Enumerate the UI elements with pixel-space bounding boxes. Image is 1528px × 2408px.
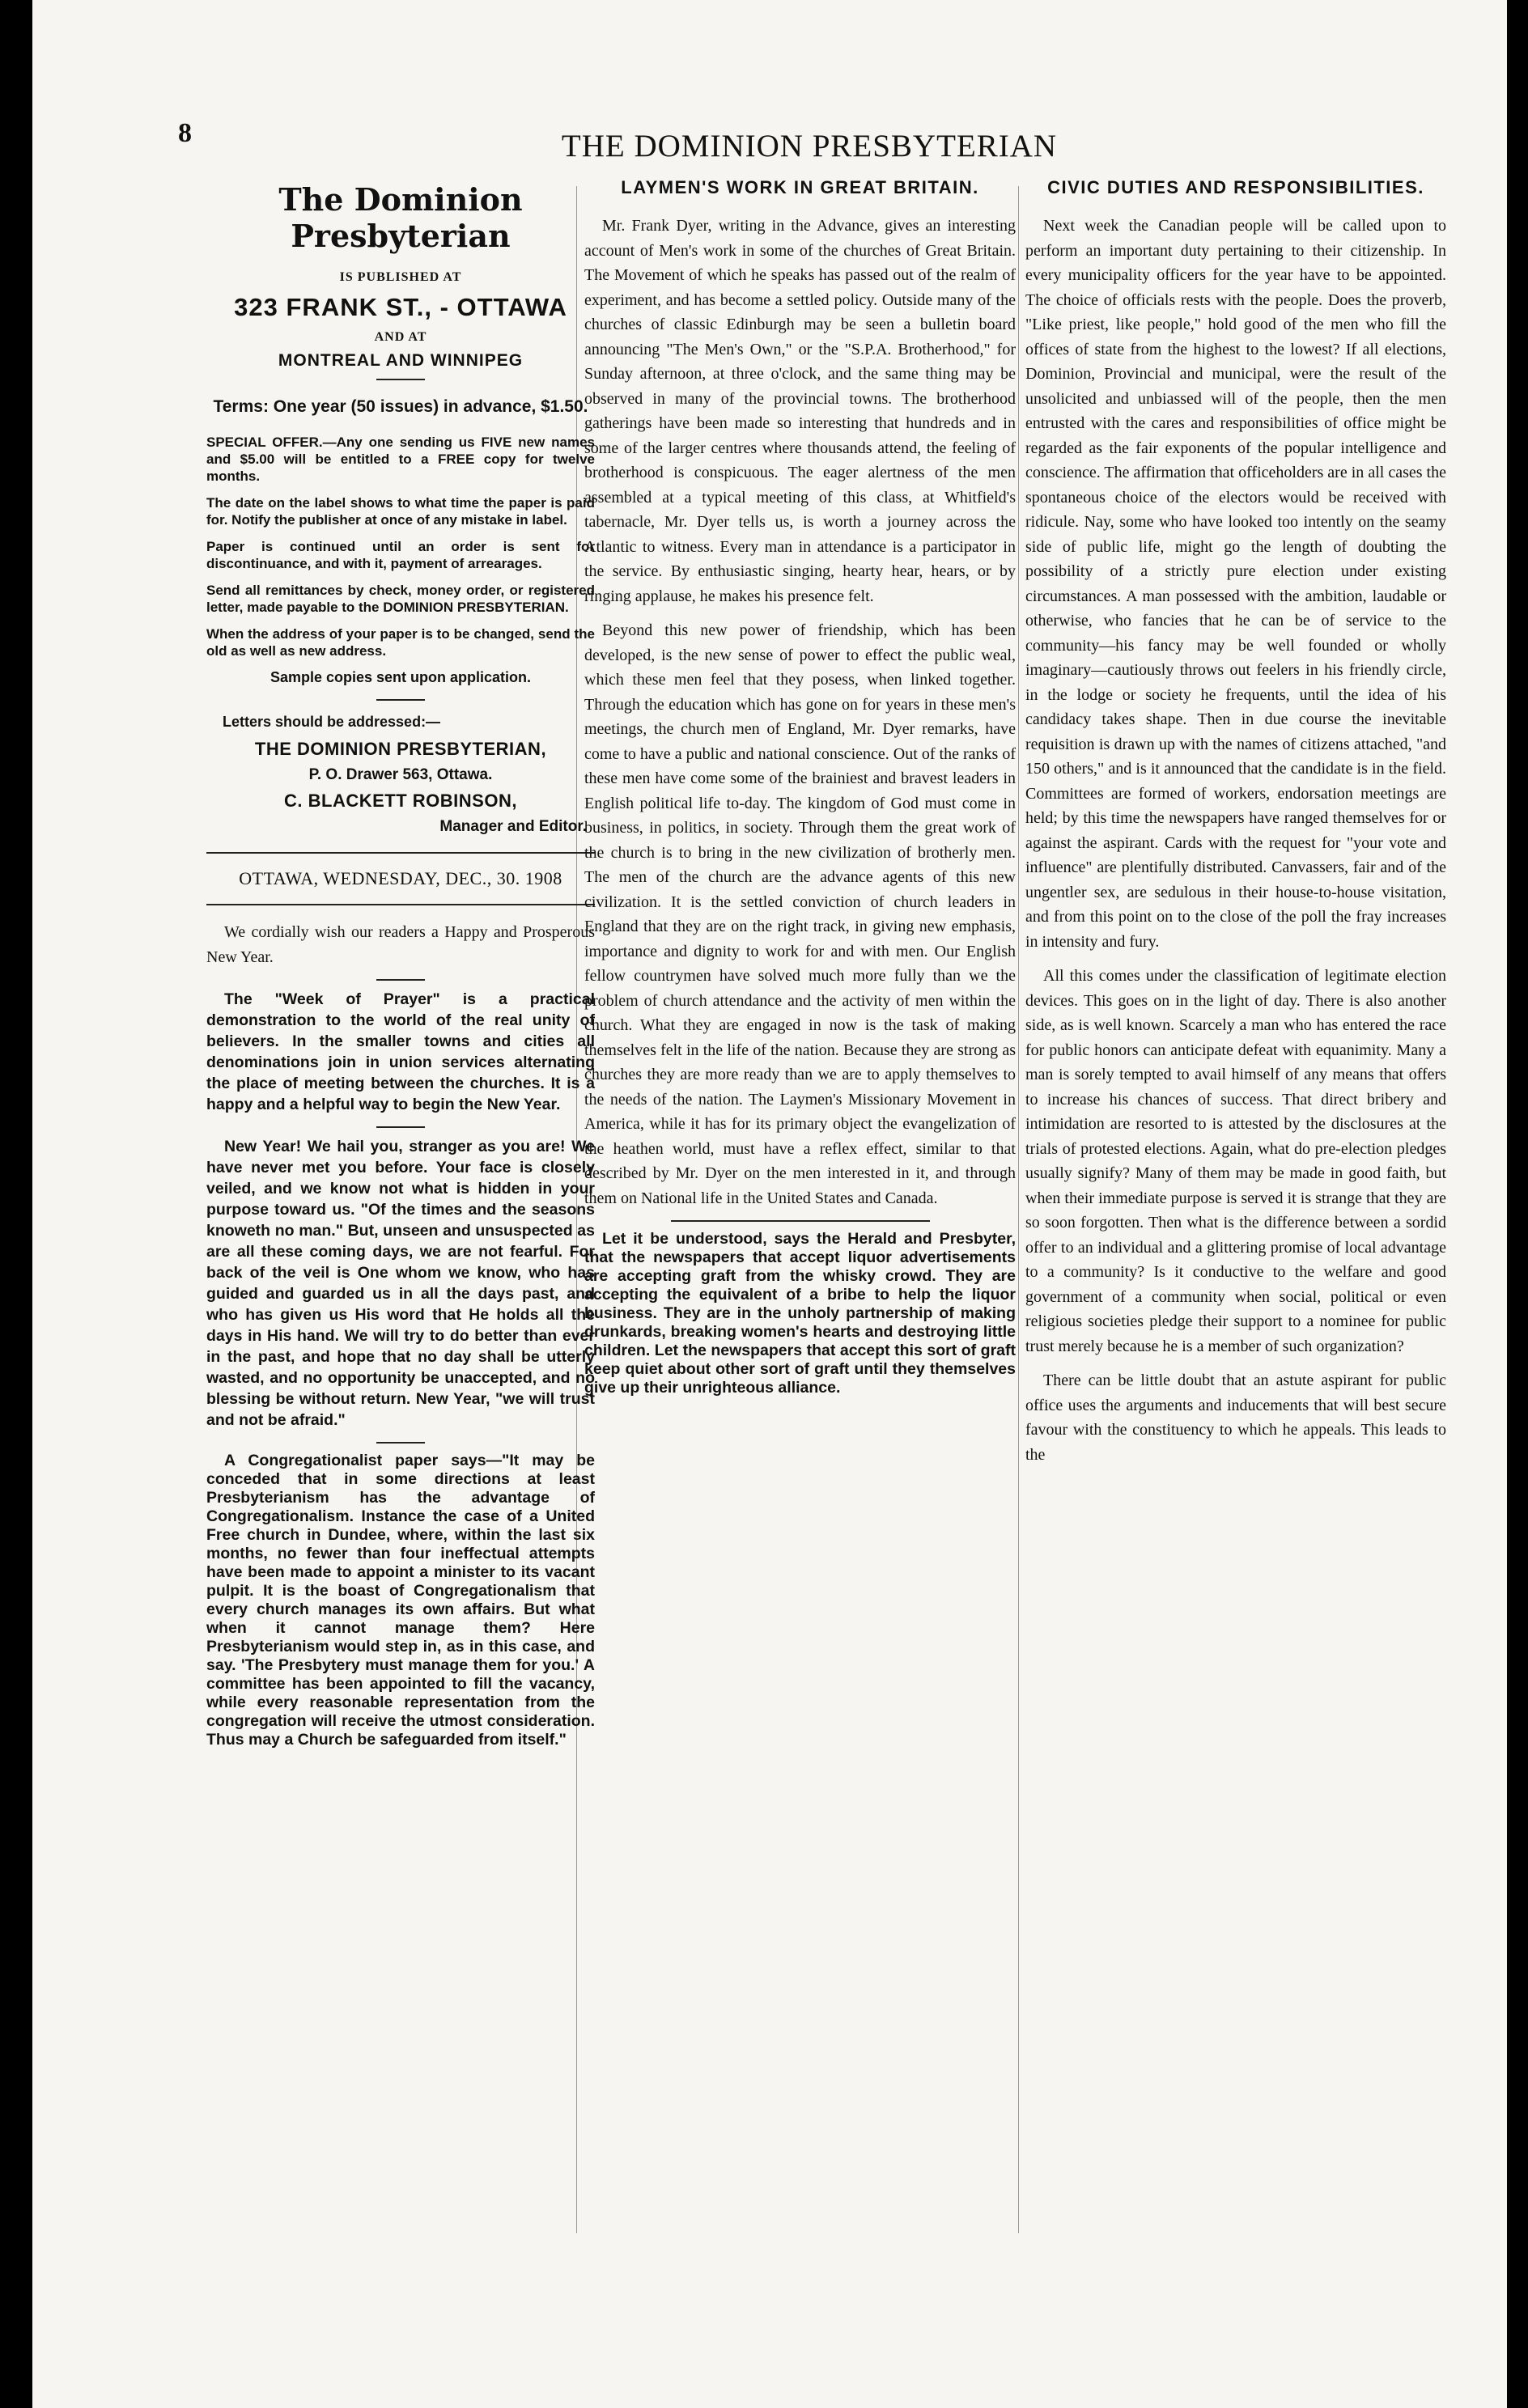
editor-role: Manager and Editor.	[439, 818, 587, 835]
label-note: The date on the label shows to what time the paper is paid for. Notify the publisher at once of any mistake in label.	[206, 495, 595, 528]
subscription-terms: Terms: One year (50 issues) in advance, $1.50.	[213, 397, 588, 416]
congregationalist-item: A Congregationalist paper says—"It may be conceded that in some directions at least Presbyterianism has the advantage of Congregationalism. Instance the case of a United Free church in Dundee, where, within the last six months, no fewer than four ineffectual attempts have been made to appoint a minister to its vacant pulpit. It is the boast of Congregationalism that every church manages its own affairs. But what when it cannot manage them? Here Presbyterianism would step in, as in this case, and say. 'The Presbytery must manage them for you.' A committee has been appointed to fill the vacancy, while every reasonable representation from the congregation will receive the utmost consideration. Thus may a Church be safeguarded from itself."	[206, 1452, 595, 1749]
divider	[376, 979, 425, 981]
divider	[206, 904, 595, 905]
and-at: AND AT	[374, 330, 427, 344]
addressee: THE DOMINION PRESBYTERIAN,	[254, 739, 547, 759]
week-of-prayer: The "Week of Prayer" is a practical demonstration to the world of the real unity of believers. In the smaller towns and cities all denominations join in union services alternating the place of meeting between the churches. It is a happy and a helpful way to begin the New Year.	[206, 990, 595, 1113]
divider	[376, 379, 425, 380]
civic-paragraph-1: Next week the Canadian people will be called upon to perform an important duty pertaining to their citizenship. In every municipality officers for the year have to be appointed. The choice of officials rests with the people. Does the proverb, "Like priest, like people," hold good of the men who fill the offices of state from the highest to the lowest? If all elections, Dominion, Provincial and municipal, were the result of the unsolicited and unbiassed will of the people, then the men entrusted with the cares and responsibilities of office might be regarded as the fair exponents of the popular intelligence and conscience. The affirmation that officeholders are in all cases the spontaneous choice of the electors would be received with ridicule. Nay, some who have looked too intently on the seamy side of public life, might go the length of doubting the possibility of a strictly pure election under existing circumstances. A man possessed with the ambition, laudable or otherwise, who fancies that he can be of service to the community—his fancy may be well founded or wholly imaginary—cautiously throws out feelers in his friendly circle, in the lodge or society he frequents, until the idea of his candidacy takes shape. Then in due course the inevitable requisition is drawn up with the names of citizens attached, "and 150 others," and is it announced that the candidate is in the field. Committees are formed of workers, endorsation meetings are held; by this time the newspapers have ranged themselves for or against the aspirant. Cards with the request for "your vote and influence" are plentifully distributed. Canvassers, fair and of the ungentler sex, are sedulous in their house-to-house visitation, and from this point on to the close of the poll the fray increases in intensity and fury.	[1025, 217, 1446, 951]
laymen-heading: LAYMEN'S WORK IN GREAT BRITAIN.	[621, 177, 979, 197]
divider	[376, 1442, 425, 1444]
po-box: P. O. Drawer 563, Ottawa.	[308, 766, 493, 783]
sample-copies: Sample copies sent upon application.	[270, 669, 532, 685]
column-1	[206, 170, 595, 1761]
column-2	[584, 170, 1016, 1409]
remittance-note: Send all remittances by check, money order, or registered letter, made payable to the DOMINION PRESBYTERIAN.	[206, 583, 595, 615]
new-year-editorial: New Year! We hail you, stranger as you are! We have never met you before. Your face is closely veiled, and we know not what is hidden in your purpose toward us. "Of the times and the seasons knoweth no man." But, unseen and unsuspected as are all these coming days, we are not fearful. For back of the veil is One whom we know, who has guided and guarded us in all the days past, and who has given us His word that He holds all the days in His hand. We will try to do better than ever in the past, and hope that no day shall be utterly wasted, and no opportunity be unaccepted, and no blessing be without return. New Year, "we will trust and not be afraid."	[206, 1138, 595, 1429]
address-change-note: When the address of your paper is to be changed, send the old as well as new address.	[206, 626, 595, 659]
cities: MONTREAL AND WINNIPEG	[278, 351, 524, 370]
column-divider-2	[1018, 186, 1019, 2233]
laymen-paragraph-1: Mr. Frank Dyer, writing in the Advance, gives an interesting account of Men's work in some of the churches of Great Britain. The Movement of which he speaks has passed out of the realm of experiment, and has become a settled policy. Outside many of the churches of classic Edinburgh may be seen a bulletin board announcing "The Men's Own," or the "S.P.A. Brotherhood," for Sunday afternoon, at three o'clock, and the same thing may be observed in many of the provincial towns. The brotherhood gatherings have been made so interesting that hundreds and in some of the larger centres where thousands attend, the feeling of brotherhood is conspicuous. The eager alertness of the men assembled at a typical meeting of this class, at Whitfield's tabernacle, Mr. Dyer tells us, is worth a journey across the Atlantic to witness. Every man in attendance is a participator in the service. By enthusiastic singing, hearty hear, hears, or by ringing applause, he makes his presence felt.	[584, 217, 1016, 605]
divider	[206, 852, 595, 854]
page-number: 8	[178, 118, 192, 148]
published-at: IS PUBLISHED AT	[339, 270, 462, 284]
civic-heading: CIVIC DUTIES AND RESPONSIBILITIES.	[1047, 177, 1424, 197]
special-offer: SPECIAL OFFER.—Any one sending us FIVE new names and $5.00 will be entitled to a FREE copy for twelve months.	[206, 435, 595, 484]
column-3	[1025, 170, 1446, 1477]
editor-name: C. BLACKETT ROBINSON,	[284, 791, 517, 811]
office-address: 323 FRANK ST., - OTTAWA	[234, 293, 567, 321]
civic-paragraph-2: All this comes under the classification of legitimate election devices. This goes on in the light of day. There is also another side, as is well known. Scarcely a man who has entered the race for public honors can anticipate defeat with equanimity. Many a man is sorely tempted to avail himself of any means that offers to increase his chances of success. That direct bribery and intimidation are resorted to is attested by the disclosures at the trials of protested elections. Again, what do pre-election pledges usually signify? Many of them may be made in good faith, but when their immediate purpose is served it is strange that they are so soon forgotten. Then what is the difference between a sordid offer to an individual and a glittering promise of local advantage to a community? Is it conductive to the welfare and good government of a community when social, political or even religious societies pledge their support to a nominee for public trust merely because he is a member of such organization?	[1025, 967, 1446, 1355]
masthead: THE DOMINION PRESBYTERIAN	[561, 129, 1058, 163]
continued-note: Paper is continued until an order is sent for discontinuance, and with it, payment of arrearages.	[206, 539, 595, 571]
greeting: We cordially wish our readers a Happy and Prosperous New Year.	[206, 923, 595, 966]
liquor-item: Let it be understood, says the Herald and Presbyter, that the newspapers that accept liquor advertisements are accepting graft from the whisky crowd. They are accepting the equivalent of a bribe to help the liquor business. They are in the unholy partnership of making drunkards, breaking women's hearts and destroying little children. Let the newspapers that accept this sort of graft keep quiet about other sort of graft until they themselves give up their unrighteous alliance.	[584, 1230, 1016, 1397]
laymen-paragraph-2: Beyond this new power of friendship, which has been developed, is the new sense of power to effect the public weal, which these men feel that they posess, when linked together. Through the education which has gone on for years in these men's meetings, the church men of England, Mr. Dyer remarks, have come to have a public and national conscience. Out of the ranks of these men have come some of the brainiest and bravest leaders in English political life to-day. The kingdom of God must come in business, in politics, in society. Through them the great work of the church is to bring in the new civilization of brotherly men. The men of the church are the advance agents of this new civilization. It is the settled conviction of church leaders in England that they are on the right track, in giving new emphasis, importance and dignity to work for and with men. Our English fellow countrymen have solved much more fully than we the problem of church attendance and the activity of men within the church. What they are engaged in now is the task of making themselves felt in the life of the nation. Because they are strong as churches they are more ready than we are to apply themselves to the needs of the nation. The Laymen's Missionary Movement in America, while it has for its primary object the evangelization of the heathen world, must have a reflex effect, similar to that described by Mr. Dyer on the men interested in it, and through them on National life in the United States and Canada.	[584, 621, 1016, 1207]
paper-title: The Dominion Presbyterian	[278, 181, 523, 254]
letters-addressed: Letters should be addressed:—	[223, 714, 441, 730]
civic-paragraph-3: There can be little doubt that an astute aspirant for public office uses the arguments and inducements that will best secure favour with the constituency to which he appeals. This leads to the	[1025, 1371, 1446, 1464]
divider	[671, 1220, 930, 1222]
divider	[376, 1126, 425, 1128]
newspaper-page	[32, 0, 1507, 2408]
dateline: OTTAWA, WEDNESDAY, DEC., 30. 1908	[239, 868, 562, 888]
divider	[376, 699, 425, 701]
